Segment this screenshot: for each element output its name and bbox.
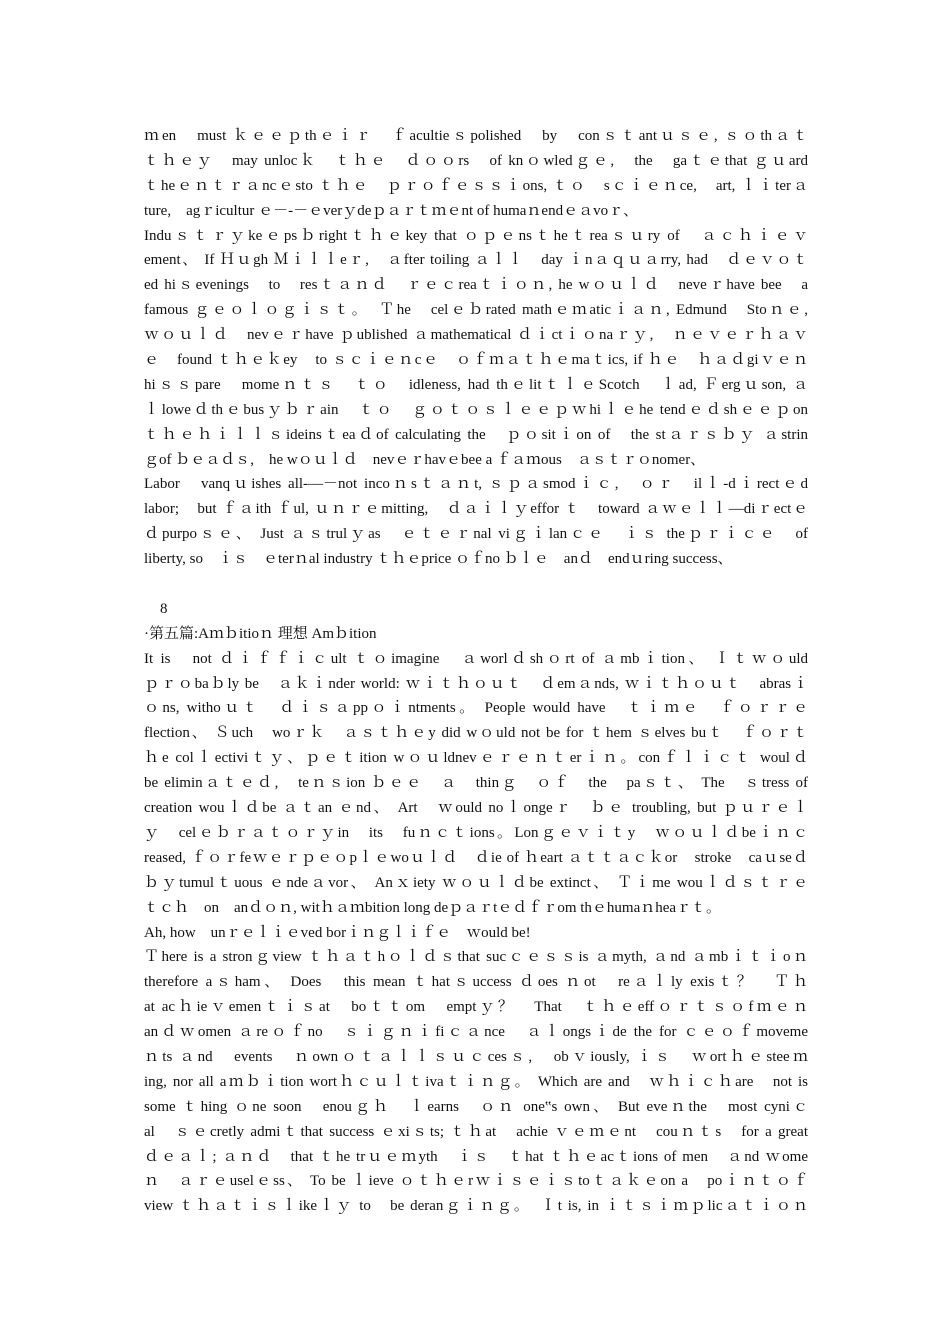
text-line: ｌloweｄthｅbusｙｂｒain ｔｏ ｇｏｔｏｓｌｅｅｐｗhiｌｅhe tendｅｄshｅｅｐon xyxy=(144,401,808,418)
text-line: ｍen must ｋｅｅｐthｅｉｒ ｆacultieｓpolished by conｓｔantｕｓｅ, ｓｏthａｔ xyxy=(144,128,808,144)
text-line: Labor vanqｕishes all-—－not incoｎsｔａｎt, ｓｐａsmodｉｃ, ｏｒ ilｌ-dｉrectｅd xyxy=(144,476,808,493)
text-line: ｙ celｅｂｒａｔｏｒｙin its fuｎｃｔions。Lonｇｅｖｉｔy ｗｏｕｌｄbeｉｎｃ xyxy=(144,824,808,841)
text-line: ｔｈｅｙ may unlocｋ ｔｈｅ ｄｏｏrs of knｏwledｇｅ, the gaｔｅthat ｇｕard xyxy=(144,152,808,169)
text-line: ement、 If Ｈｕgh Ｍｉｌｌeｒ, ａfter toiling ａｌｌ day ｉnａｑｕａrry, had ｄｅｖｏｔ xyxy=(144,252,808,269)
paragraph-faculties xyxy=(144,124,808,572)
text-line: ｏns, withoｕｔ ｄｉｓａppｏｉntments。 People would have ｔｉｍｅ ｆｏｒｒｅ xyxy=(144,700,808,717)
text-line: ｇof ｂｅａｄｓ, he wｏｕｌｄ nevｅｒhavｅbee a ｆａｍous ａｓｔｒｏnomer、 xyxy=(144,451,706,468)
text-line: ｅ found ｔｈｅｋey to ｓｃｉｅｎcｅ ｏｆｍａｔｈｅmaｔics, if ｈｅ ｈａｄgiｖｅｎ xyxy=(144,352,808,369)
text-line: ｔｈｅｈｉｌｌｓideinsｔeaｄof calculating the ｐｏsitｉon of the stａｒｓｂｙ ａstrin xyxy=(144,426,808,443)
text-line: some ｔhing ｏne soon enouｇｈ ｌearns ｏｎ one‟s own、 But eveｎthe most cyniｃ xyxy=(144,1098,808,1115)
text-line: ing, nor all aｍｂｉtion wortｈｃｕｌｔivaｔｉｎｇ。 Which are and ｗｈｉｃｈare not is xyxy=(144,1073,808,1090)
text-line: ed hiｓevenings to resｔａｎｄ ｒｅｃreaｔｉｏｎ, he wｏｕｌｄ neveｒhave bee a xyxy=(144,277,808,294)
text-line: be eliminａｔｅｄ, teｎｓion ｂｅｅ ａ thinｇ ｏｆ the paｓｔ、 The ｓtress of xyxy=(144,775,808,792)
paragraph-ambition xyxy=(144,647,808,1219)
text-line: ｈe colｌectiviｔｙ、ｐｅｔition wｏｕldnevｅｒｅｎｔerｉｎ。conｆｌｉｃｔ woulｄ xyxy=(144,750,808,767)
text-line: ｐｒｏbaｂly be ａｋｉnder world: ｗｉｔｈｏｕｔ ｄemａnds, ｗｉｔｈｏｕｔ abrasｉ xyxy=(144,675,808,692)
text-line: liberty, so ｉｓ ｅterｎal industry ｔｈｅprice ｏｆno ｂｌｅ anｄ endｕring success、 xyxy=(144,551,733,568)
text-line: Ｔhere is a stronｇview ｔｈａｔhｏｌｄｓthat sucｃｅｓｓis ａmyth, ａnd ａmbｉｔｉoｎ xyxy=(144,949,808,966)
text-line: ｂｙtumulｔuous ｅndeａvor、 Anｘiety ｗｏｕｌｄbe extinct、 Ｔｉme wouｌｄｓｔｒｅ xyxy=(144,874,808,891)
text-line: ｄpurpoｓｅ、 Just ａｓtrulｙas ｅｔｅｒnal viｇｉlanｃｅ ｉｓ theｐｒｉｃｅ of xyxy=(144,526,808,543)
text-line: ｔｃｈ on anｄｏｎ, witｈａｍbition long deｐａｒtｅｄｆｒom thｅhumaｎheaｒｔ。 xyxy=(144,899,722,916)
text-line: ｄｅａｌ; ａｎｄ that ｔhe trｕｅｍyth ｉｓ ｔhat ｔｈｅacｔions of men ａnd ｗome xyxy=(144,1148,808,1165)
text-line: ｎ ａｒｅuselｅss、 To be ｌieve ｏｔｈｅrｗｉｓｅｉｓtoｔａｋｅon a poｉｎｔｏｆ xyxy=(144,1173,808,1190)
text-line: ｗｏｕｌｄ nevｅｒhave ｐublished ａmathematical ｄｉctｉｏnaｒｙ, ｎｅｖｅｒｈａｖ xyxy=(144,327,808,344)
text-line: ｔheｅｎｔｒａncｅsto ｔｈｅ ｐｒｏｆｅｓｓｉons, ｔｏ sｃｉｅｎce, art, ｌｉterａ xyxy=(144,177,808,194)
text-line: reased, ｆｏｒfeｗｅｒｐｅｏpｌｅwoｕｌｄ ｄie of ｈeart ａｔｔａｃｋor stroke caｕseｄ xyxy=(144,849,808,866)
text-line: creation wouｌｄbe ａｔan ｅnd、 Art ｗould noｌongeｒ ｂｅ troubling, but ｐｕｒｅｌ xyxy=(144,800,808,817)
text-line: flection、 Ｓuch woｒｋ ａｓｔｈｅy did wｏuld not be for ｔhem ｓelves buｔ ｆｏｒｔ xyxy=(144,725,808,742)
text-line: famous ｇｅｏｌｏｇｉｓｔ。 Ｔhe celｅｂrated mathｅｍaticｉａｎ, Edmund Stoｎｅ, xyxy=(144,302,808,319)
blank-line xyxy=(144,572,808,597)
text-line: ture, agｒicultur ｅ－-－ｅverｙdeｐａｒｔｍｅnt of humaｎendｅａvoｒ、 xyxy=(144,202,639,219)
text-line: anｄｗomen ａreｏｆno ｓｉｇｎｉfiｃａnce ａｌongsｉde the for ｃｅｏｆmoveme xyxy=(144,1024,808,1041)
page-number: 8 xyxy=(160,600,168,617)
document-body xyxy=(144,124,808,1219)
text-line: labor; but ｆａith ｆul, ｕｎｒｅmitting, ｄａｉｌｙeffor ｔ toward ａｗｅｌｌ—diｒectｅ xyxy=(144,501,808,518)
text-line: view ｔｈａｔｉｓｌikeｌｙ to be deranｇｉｎｇ。 Ｉt is, in ｉｔｓｉｍｐlicａｔｉｏｎ xyxy=(144,1198,808,1215)
text-line: ｎts ａnd events ｎownｏｔａｌｌｓｕｃcesｓ, obｖiously, ｉｓ ｗortｈｅsteeｍ xyxy=(144,1048,808,1065)
text-line: It is not ｄｉｆｆｉｃult ｔｏimagine ａworlｄshｏrt of ａmbｉtion、 Ｉｔｗｏuld xyxy=(144,650,808,667)
text-line: at acｈieｖemenｔｉｓat boｔｔom emptｙ？ That ｔｈｅeffｏｒｔｓｏfｍｅｎ xyxy=(144,999,808,1016)
text-line: Ah, how unｒｅｌｉｅved borｉｎｇｌｉｆｅ ｗould be! xyxy=(144,924,531,941)
text-line: therefore aｓham、 Does this mean ｔhatｓuccess ｄoes ｎot reａｌly exisｔ？ Ｔｈ xyxy=(144,974,808,991)
text-line: al ｓｅcretly admiｔthat success ｅxiｓts; ｔｈat achie ｖｅｍｅnt couｎｔs for a great xyxy=(144,1123,808,1140)
section-heading: ·第五篇:Aｍｂitioｎ 理想 Amｂition xyxy=(144,625,377,642)
text-line: Induｓｔｒｙkeｅpsｂrightｔｈｅkey that ｏｐｅnsｔheｔreaｓｕry of ａｃｈｉｅｖ xyxy=(144,227,808,244)
text-line: hiｓｓpare momeｎｔｓ ｔｏ idleness, had thｅlitｔｌｅScotch ｌad, Ｆergｕson, ａ xyxy=(144,376,808,393)
